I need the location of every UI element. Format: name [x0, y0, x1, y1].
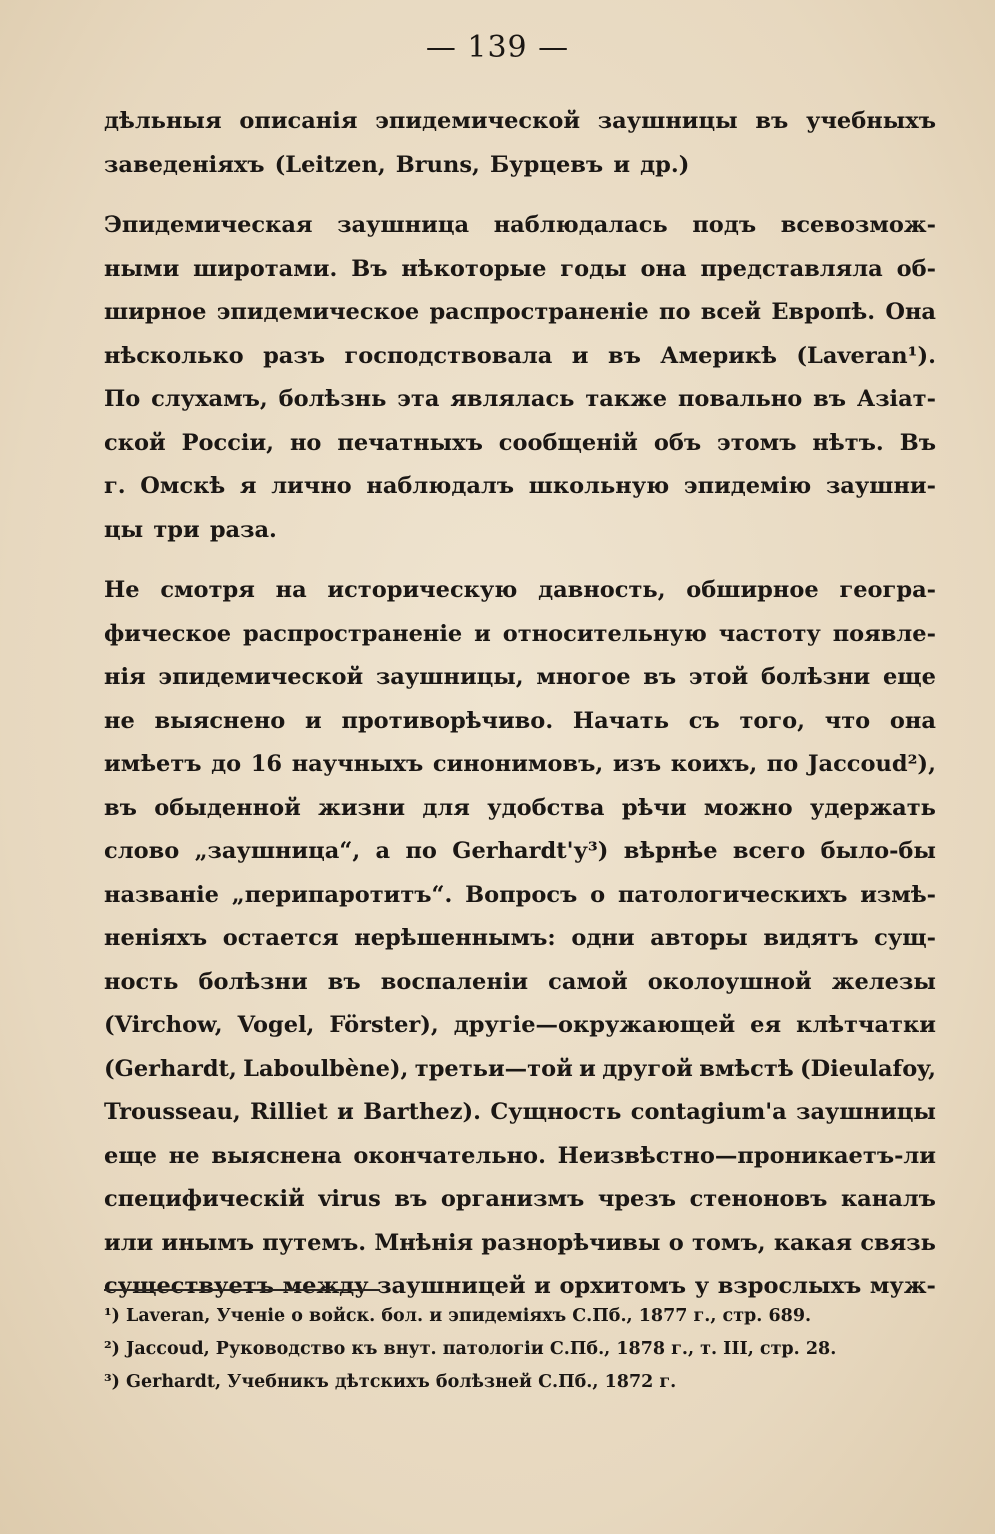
word: учебныхъ	[806, 108, 936, 134]
word: Омскѣ	[140, 473, 226, 499]
word: муж-	[869, 1273, 936, 1299]
text-line	[104, 1048, 936, 1092]
word: въ	[643, 664, 677, 690]
word: Jaccoud²),	[807, 751, 936, 777]
word: годы	[560, 255, 627, 282]
word: эпидемію	[683, 473, 812, 499]
word: другой	[602, 1055, 693, 1082]
text-line	[104, 100, 936, 144]
word: По	[104, 386, 141, 412]
word: эта	[397, 386, 440, 412]
footnotes	[104, 1300, 936, 1399]
word: болѣзни	[760, 664, 871, 690]
word: (Dieulafoy,	[800, 1055, 936, 1082]
word: она	[640, 255, 687, 282]
word: въ	[813, 386, 847, 412]
text-line	[104, 378, 936, 422]
word: Эпидемическая	[104, 212, 313, 238]
word: Barthez).	[363, 1099, 481, 1125]
word: Въ	[899, 429, 936, 456]
word: также	[585, 386, 668, 412]
text-line	[104, 1004, 936, 1048]
text-line	[104, 422, 936, 466]
word: печатныхъ	[337, 429, 483, 456]
word: многое	[536, 664, 631, 690]
word: 16	[250, 751, 283, 777]
word: въ	[327, 968, 361, 995]
word: раза.	[209, 516, 277, 543]
text-line	[104, 1091, 936, 1135]
word: Россіи,	[181, 429, 274, 456]
word: всей	[700, 299, 762, 325]
word: описанія	[239, 108, 358, 134]
word: эпидемической	[375, 108, 581, 134]
word: геогра-	[839, 577, 936, 603]
word: еще	[882, 664, 936, 690]
word: распространеніе	[242, 620, 463, 647]
word: путемъ.	[262, 1229, 367, 1256]
word: удобства	[487, 794, 605, 821]
word: по	[766, 751, 799, 777]
word: Bruns,	[395, 151, 480, 178]
word: слово	[104, 838, 180, 864]
word: относительную	[502, 620, 707, 647]
paragraph-gap	[104, 187, 936, 204]
word: выяснено	[154, 707, 286, 734]
word: господствовала	[344, 342, 553, 369]
word: являлась	[450, 386, 575, 412]
text-line	[104, 787, 936, 831]
word: и	[579, 1055, 596, 1082]
word: Она	[885, 299, 936, 325]
word: и	[571, 342, 589, 369]
text-line	[104, 569, 936, 613]
word: школьную	[528, 473, 670, 499]
word: неніяхъ	[104, 925, 208, 951]
word: наблюдалъ	[366, 473, 515, 499]
word: организмъ	[440, 1186, 585, 1212]
word: чрезъ	[597, 1186, 676, 1212]
word: Бурцевъ	[490, 151, 604, 178]
text-line	[104, 291, 936, 335]
text-line	[104, 656, 936, 700]
word: Förster),	[329, 1012, 439, 1038]
word: Въ	[351, 255, 388, 282]
word: болѣзни	[198, 968, 308, 995]
page-number: — 139 —	[425, 30, 570, 65]
text-line	[104, 465, 936, 509]
word: вмѣстѣ	[699, 1055, 794, 1082]
word: стеноновъ	[689, 1186, 828, 1212]
word: всевозмож-	[780, 212, 936, 238]
word: названіе	[104, 881, 219, 908]
word: окончательно.	[353, 1142, 546, 1169]
word: воспаленіи	[380, 968, 529, 995]
word: об-	[896, 255, 936, 282]
word: о	[668, 1229, 684, 1256]
word: широтами.	[193, 255, 338, 282]
word: ширное	[104, 299, 207, 325]
word: повально	[677, 386, 803, 412]
word: заушницы	[796, 1099, 936, 1125]
word: въ	[104, 794, 137, 821]
word: видятъ	[763, 925, 859, 951]
word: ность	[104, 968, 179, 995]
word: взрослыхъ	[717, 1273, 862, 1299]
word: какая	[773, 1229, 853, 1256]
word: фическое	[104, 620, 232, 647]
word: и	[474, 620, 491, 647]
word: томъ,	[691, 1229, 766, 1256]
word: сообщеній	[498, 429, 638, 456]
word: наблюдалась	[493, 212, 668, 238]
word: (Gerhardt,	[104, 1055, 237, 1082]
word: о	[590, 881, 606, 908]
word: не	[168, 1142, 200, 1169]
word: синонимовъ,	[432, 751, 604, 777]
text-line	[104, 1178, 936, 1222]
word: ными	[104, 255, 180, 282]
word: распространеніе	[429, 299, 649, 325]
word: клѣтчатки	[796, 1012, 936, 1038]
word: но	[289, 429, 322, 456]
word: обыденной	[154, 794, 301, 821]
word: выяснена	[211, 1142, 342, 1169]
word: нѣкоторые	[401, 255, 547, 282]
text-line	[104, 335, 936, 379]
footnote: ³) Gerhardt, Учебникъ дѣтскихъ болѣзней С.Пб., 1872 г.	[104, 1372, 677, 1392]
word: всего	[732, 838, 806, 864]
text-line	[104, 700, 936, 744]
word: virus	[318, 1186, 381, 1212]
word: третьи—той	[414, 1055, 573, 1082]
word: заведеніяхъ	[104, 151, 265, 178]
word: нѣсколько	[104, 342, 244, 369]
text-line	[104, 1135, 936, 1179]
word: contagium'а	[630, 1099, 787, 1125]
word: нерѣшеннымъ:	[354, 925, 556, 951]
word: разъ	[263, 342, 326, 369]
word: того,	[739, 707, 806, 734]
word: по	[659, 299, 691, 325]
word: она	[889, 707, 936, 734]
word: заушницы,	[375, 664, 524, 690]
text-line	[104, 917, 936, 961]
word: Вопросъ	[465, 881, 578, 908]
word: нія	[104, 664, 146, 690]
word: объ	[653, 429, 702, 456]
text-line	[104, 874, 936, 918]
text-line	[104, 613, 936, 657]
footnote-divider	[104, 1289, 380, 1291]
word: „перипаротитъ“.	[231, 881, 453, 908]
word: Начать	[572, 707, 669, 734]
word: „заушница“,	[194, 838, 361, 864]
word: появле-	[832, 620, 936, 647]
word: связь	[860, 1229, 936, 1256]
word: обширное	[686, 577, 819, 603]
word: я	[239, 473, 257, 499]
word: ской	[104, 429, 166, 456]
word: авторы	[650, 925, 748, 951]
word: Азіат-	[856, 386, 936, 412]
word: и	[305, 707, 322, 734]
word: Европѣ.	[771, 299, 876, 325]
word: Gerhardt'у³)	[452, 838, 609, 864]
text-line	[104, 509, 936, 553]
footnote: ²) Jaccoud, Руководство къ внут. патологіи С.Пб., 1878 г., т. III, стр. 28.	[104, 1339, 837, 1359]
word: заушница	[337, 212, 470, 238]
word: железы	[831, 968, 936, 995]
text-line	[104, 961, 936, 1005]
word: этой	[688, 664, 749, 690]
word: изъ	[612, 751, 662, 777]
word: можно	[703, 794, 793, 821]
word: вѣрнѣе	[623, 838, 718, 864]
text-line	[104, 204, 936, 248]
word: имѣетъ	[104, 751, 202, 777]
word: въ	[755, 108, 789, 134]
word: не	[104, 707, 135, 734]
word: Мнѣнія	[374, 1229, 474, 1256]
word: рѣчи	[621, 794, 687, 821]
word: противорѣчиво.	[341, 707, 554, 734]
word: между	[282, 1273, 369, 1299]
word: Vogel,	[237, 1012, 315, 1038]
word: разнорѣчивы	[481, 1229, 661, 1256]
text-line	[104, 144, 936, 188]
word: до	[211, 751, 242, 777]
word: г.	[104, 473, 126, 499]
word: самой	[548, 968, 628, 995]
word: Сущность	[490, 1099, 622, 1125]
word: орхитомъ	[559, 1273, 687, 1299]
word: или	[104, 1229, 154, 1256]
word: историческую	[327, 577, 518, 603]
word: Laboulbène),	[243, 1055, 409, 1082]
word: лично	[271, 473, 352, 499]
word: научныхъ	[291, 751, 424, 777]
word: одни	[571, 925, 635, 951]
word: въ	[607, 342, 641, 369]
footnote: ¹) Laveran, Ученіе о войск. бол. и эпидеміяхъ С.Пб., 1877 г., стр. 689.	[104, 1306, 812, 1326]
word: слухамъ,	[151, 386, 268, 412]
word: околоушной	[647, 968, 812, 995]
word: заушницы	[597, 108, 738, 134]
word: др.)	[640, 151, 690, 178]
word: для	[422, 794, 470, 821]
word: и	[337, 1099, 354, 1125]
word: цы	[104, 516, 144, 543]
word: эпидемическое	[216, 299, 420, 325]
word: что	[824, 707, 871, 734]
word: подъ	[692, 212, 757, 238]
word: ея	[750, 1012, 782, 1038]
word: еще	[104, 1142, 157, 1169]
text-line	[104, 1222, 936, 1266]
text-line	[104, 830, 936, 874]
word: Trousseau,	[104, 1099, 241, 1125]
paragraph-gap	[104, 552, 936, 569]
word: три	[153, 516, 200, 543]
word: болѣзнь	[278, 386, 387, 412]
text-line	[104, 743, 936, 787]
word: дѣльныя	[104, 108, 222, 134]
word: нѣтъ.	[812, 429, 884, 456]
word: существуетъ	[104, 1273, 274, 1299]
word: Не	[104, 577, 140, 603]
word: эпидемической	[158, 664, 364, 690]
word: инымъ	[161, 1229, 255, 1256]
word: заушницей	[377, 1273, 526, 1299]
word: у	[694, 1273, 710, 1299]
word: смотря	[160, 577, 255, 603]
word: остается	[222, 925, 339, 951]
word: и	[613, 151, 631, 178]
word: Неизвѣстно—проникаетъ-ли	[557, 1142, 936, 1169]
word: частоту	[718, 620, 821, 647]
word: специфическій	[104, 1186, 305, 1212]
word: представляла	[700, 255, 883, 282]
word: въ	[394, 1186, 428, 1212]
text-line	[104, 248, 936, 292]
word: другіе—окружающей	[453, 1012, 736, 1038]
word: удержать	[810, 794, 936, 821]
word: Rilliet	[250, 1099, 328, 1125]
word: (Virchow,	[104, 1012, 223, 1038]
word: а	[375, 838, 391, 864]
word: съ	[688, 707, 720, 734]
word: Америкѣ	[660, 342, 777, 369]
word: давность,	[538, 577, 666, 603]
word: (Leitzen,	[274, 151, 386, 178]
word: коихъ,	[670, 751, 758, 777]
word: каналъ	[840, 1186, 936, 1212]
word: этомъ	[717, 429, 797, 456]
word: (Laveran¹).	[796, 342, 936, 369]
word: по	[405, 838, 437, 864]
word: патологическихъ	[617, 881, 848, 908]
word: сущ-	[874, 925, 936, 951]
word: измѣ-	[860, 881, 936, 908]
word: заушни-	[825, 473, 936, 499]
word: и	[534, 1273, 551, 1299]
word: жизни	[318, 794, 406, 821]
word: на	[275, 577, 307, 603]
body-text	[104, 100, 936, 1309]
word: было-бы	[820, 838, 936, 864]
